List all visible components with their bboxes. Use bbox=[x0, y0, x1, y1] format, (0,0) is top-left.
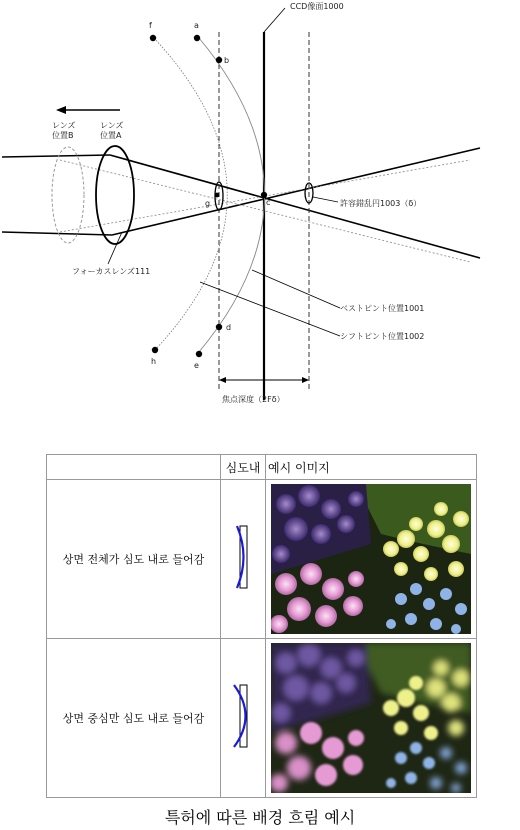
dof-label: 焦点深度（2Fδ） bbox=[222, 395, 285, 404]
figure-caption: 특허에 따른 배경 흐림 예시 bbox=[164, 808, 356, 827]
point-label-e: e bbox=[194, 361, 199, 370]
dof-indicator-cell bbox=[221, 639, 266, 798]
lens-position-b bbox=[52, 147, 84, 243]
point-label-b: b bbox=[224, 56, 230, 65]
dof-indicator-full bbox=[233, 522, 253, 592]
table-header-row bbox=[47, 455, 477, 480]
point-label-c: c bbox=[266, 198, 271, 207]
comparison-table bbox=[46, 454, 477, 798]
lens-a-label-2: 位置A bbox=[100, 131, 122, 140]
example-image-cell bbox=[266, 480, 477, 639]
focus-lens-label: フォーカスレンズ111 bbox=[72, 267, 151, 276]
example-image-cell bbox=[266, 639, 477, 798]
table-row bbox=[47, 639, 477, 798]
point-label-a: a bbox=[194, 21, 199, 30]
flower-photo-sharp bbox=[271, 484, 471, 634]
flower-photo-blurred bbox=[271, 643, 471, 793]
dof-indicator-center bbox=[233, 681, 253, 751]
focus-lens bbox=[96, 146, 134, 244]
lens-b-label-2: 位置B bbox=[52, 131, 74, 140]
move-arrow bbox=[56, 106, 120, 114]
points bbox=[150, 35, 267, 357]
table-header-empty bbox=[47, 455, 221, 480]
dof-indicator-cell bbox=[221, 480, 266, 639]
ccd-label: CCD像面1000 bbox=[290, 2, 344, 11]
coc-label: 許容錯乱円1003（δ） bbox=[340, 199, 422, 208]
table-row bbox=[47, 480, 477, 639]
row-label-center: 상면 중심만 심도 내로 들어감 bbox=[47, 639, 221, 798]
lens-b-label-1: レンズ bbox=[52, 121, 76, 130]
best-focus-label: ベストピント位置1001 bbox=[340, 304, 425, 313]
point-label-g: g bbox=[205, 199, 211, 208]
row-label-full: 상면 전체가 심도 내로 들어감 bbox=[47, 480, 221, 639]
point-label-d: d bbox=[226, 323, 232, 332]
shift-focus-label: シフトピント位置1002 bbox=[340, 332, 425, 341]
table-header-example: 예시 이미지 bbox=[266, 455, 477, 480]
point-label-f: f bbox=[149, 21, 152, 30]
point-label-h: h bbox=[151, 357, 157, 366]
lens-a-label-1: レンズ bbox=[100, 121, 124, 130]
table-header-dof: 심도내 bbox=[221, 455, 266, 480]
